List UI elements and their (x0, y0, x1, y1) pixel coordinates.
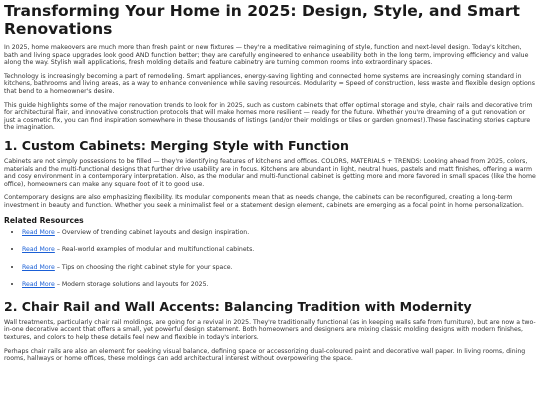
list-item (22, 264, 536, 272)
section-paragraph: Wall treatments, particularly chair rail moldings, are going for a revival in 2025. They're traditionally functional (as in keeping walls safe from furniture), but are now a two-in-one decorative accent that offers a small, yet powerful design statement. Both homeowners and designers are mixing classic molding designs with modern finishes, textures, and colors to help these details feel new and flexible in today's interiors. (4, 318, 536, 342)
resource-description: – Overview of trending cabinet layouts and design inspiration. (54, 228, 250, 236)
list-item (22, 246, 536, 254)
section-paragraph: Cabinets are not simply possessions to be filled — they're identifying features of kitchens and offices. COLORS, MATERIALS + TRENDS: Looking ahead from 2025, colors, materials and the multi-functional designs that further drive usability are in focus. Kitchens are abundant in light, neutral hues, pastels and matt finishes, offering a warm and cosy environment in a contemporary interpretation. Also, as the modular and multi-functional cabinet is getting more and more favored in small spaces (like the home office), homeowners can make any square foot of it to good use. (4, 157, 536, 188)
read-more-link[interactable]: Read More (22, 246, 55, 254)
list-item (22, 281, 536, 289)
related-resources-list (4, 229, 536, 289)
intro-paragraph: This guide highlights some of the major renovation trends to look for in 2025, such as custom cabinets that offer optimal storage and style, chair rails and decorative trim for architectural flair, and innovative construction protocols that will make homes more resilient — ready for the future. Whether you're dreaming of a gut renovation or just a cosmetic fix, you can find inspiration somewhere in these thousands of listings (and/or their moldings or tiles or garden gnomes!).These fascinating stories capture the imagination. (4, 101, 533, 132)
resource-description: – Real-world examples of modular and multifunctional cabinets. (54, 246, 255, 254)
resource-description: – Tips on choosing the right cabinet style for your space. (54, 263, 233, 271)
page-title: Transforming Your Home in 2025: Design, Style, and Smart Renovations (4, 2, 520, 38)
resource-description: – Modern storage solutions and layouts for 2025. (54, 281, 209, 289)
intro-paragraph: Technology is increasingly becoming a part of remodeling. Smart appliances, energy-saving lighting and connected home systems are increasingly coming standard in kitchens, bathrooms and living areas, as a way to enhance convenience while saving resources. Modularity = Speed of construction, less waste and flexible design options that bend to a homeowner's desire. (4, 72, 535, 95)
read-more-link[interactable]: Read More (22, 228, 55, 236)
intro-paragraph: In 2025, home makeovers are much more than fresh paint or new fixtures — they're a meditative reimagining of style, function and next-level design. Today's kitchen, bath and living space upgrades look good AND function better; they are carefully engineered to enhance useability both in the long term, improving efficiency and value along the way. Stylish wall applications, fresh molding details and feature cabinetry are turning common rooms into extraordinary spaces. (4, 44, 529, 67)
related-resources-heading: Related Resources (4, 215, 84, 225)
read-more-link[interactable]: Read More (22, 281, 55, 289)
list-item (22, 229, 536, 237)
section-paragraph: Perhaps chair rails are also an element for seeking visual balance, defining space or accessorizing dual-coloured paint and decorative wall paper. In living rooms, dining rooms, hallways or home offices, these moldings can add architectural interest without overpowering the space. (4, 347, 526, 363)
section-paragraph: Contemporary designs are also emphasizing flexibility. Its modular components mean that as needs change, the cabinets can be reconfigured, creating a long-term investment in beauty and function. Whether you seek a minimalist feel or a statement design element, cabinets are emerging as a focal point in home personalization. (4, 194, 524, 209)
section-heading-chair-rail: 2. Chair Rail and Wall Accents: Balancing Tradition with Modernity (4, 298, 472, 314)
section-heading-custom-cabinets: 1. Custom Cabinets: Merging Style with Function (4, 137, 349, 153)
read-more-link[interactable]: Read More (22, 263, 55, 271)
